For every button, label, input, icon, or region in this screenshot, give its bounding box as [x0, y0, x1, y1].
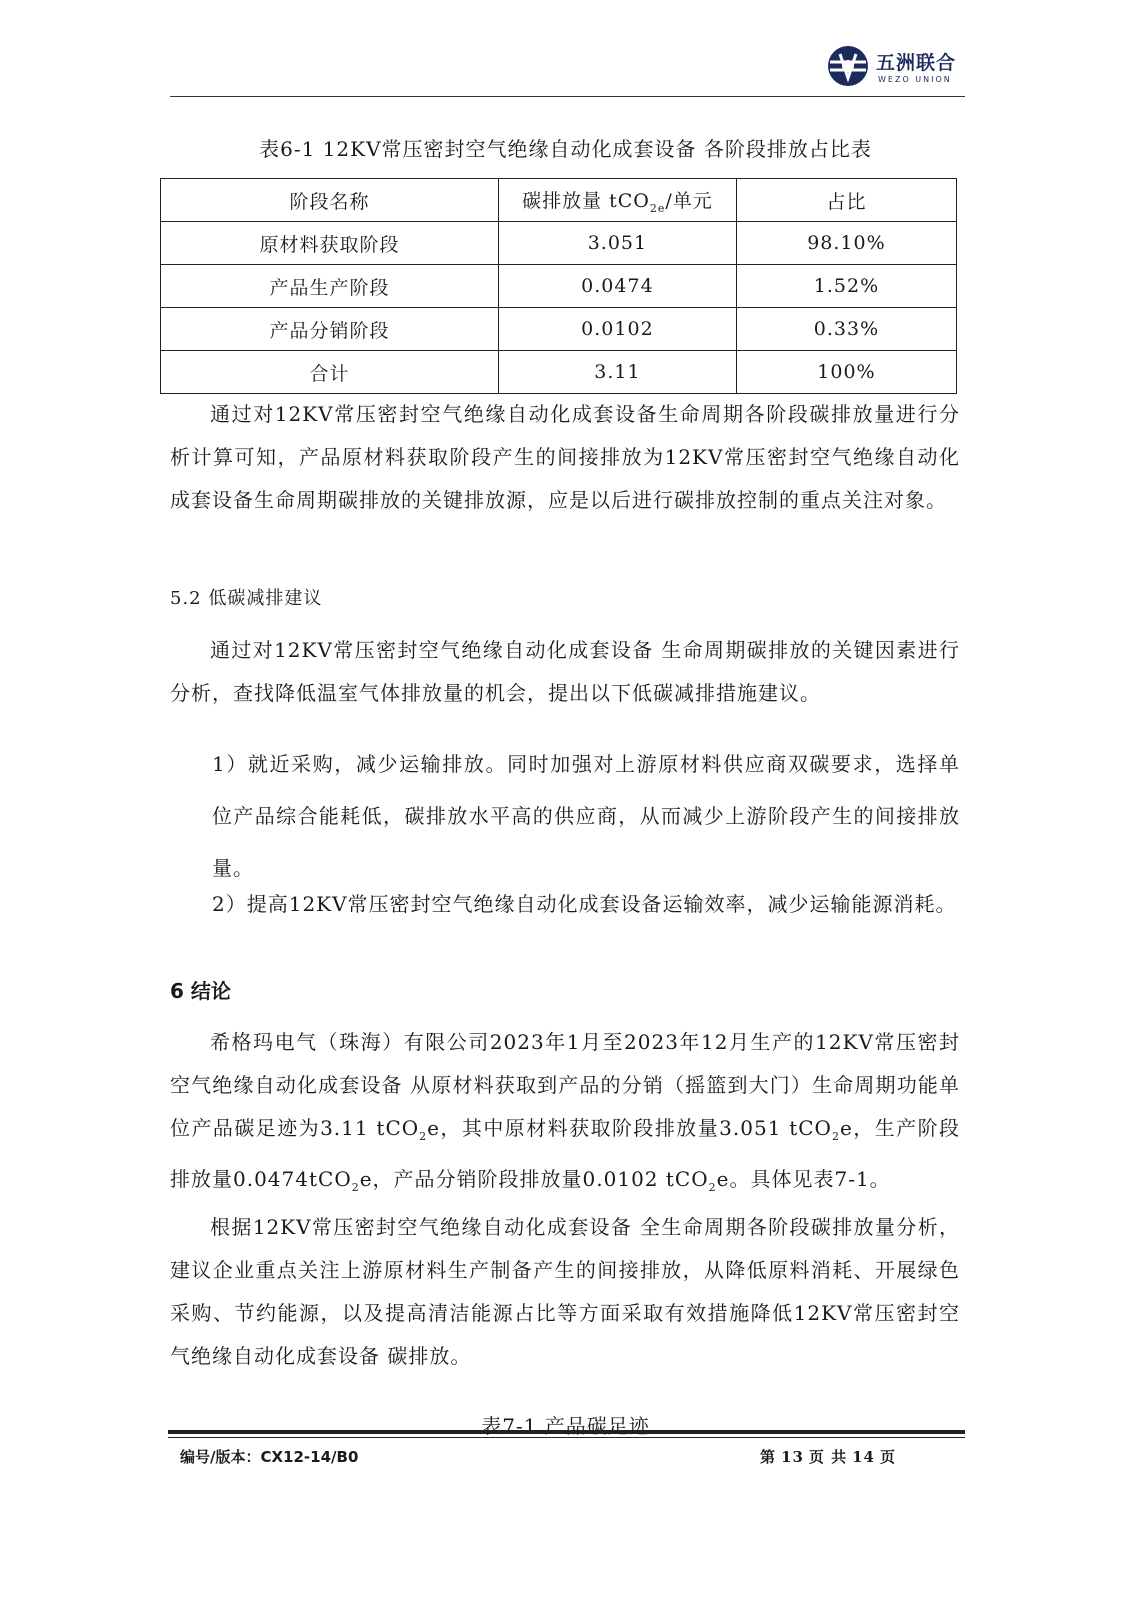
- recommendation-intro: 通过对12KV常压密封空气绝缘自动化成套设备 生命周期碳排放的关键因素进行分析，查找降低温室气体排放量的机会，提出以下低碳减排措施建议。: [170, 638, 960, 705]
- header-divider: [170, 96, 965, 97]
- header-share: 占比: [736, 179, 956, 222]
- cell-stage: 产品生产阶段: [161, 265, 499, 308]
- cell-share: 1.52%: [736, 265, 956, 308]
- recommendation-item-1: 1）就近采购，减少运输排放。同时加强对上游原材料供应商双碳要求，选择单位产品综合能耗低，碳排放水平高的供应商，从而减少上游阶段产生的间接排放量。: [212, 752, 960, 880]
- page-number: 第 13 页 共 14 页: [760, 1448, 897, 1466]
- company-logo: [826, 42, 956, 94]
- cell-share: 98.10%: [736, 222, 956, 265]
- document-code: 编号/版本：CX12-14/B0: [180, 1448, 359, 1466]
- cell-stage: 原材料获取阶段: [161, 222, 499, 265]
- logo-emblem-icon: [826, 44, 870, 88]
- conclusion-paragraph: 希格玛电气（珠海）有限公司2023年1月至2023年12月生产的12KV常压密封空气绝缘自动化成套设备 从原材料获取到产品的分销（摇篮到大门）生命周期功能单位产品碳足迹为3.11 tCO$_2$e，其中原材料获取阶段排放量3.051 tCO$_2$e，生产阶段排放量0.0474tCO$_2$e，产品分销阶段排放量0.0102 tCO$_2$e。具体见表7-1。: [170, 1030, 961, 1194]
- header-emission: 碳排放量 tCO$_{2e}$/单元: [498, 179, 736, 222]
- analysis-paragraph: 通过对12KV常压密封空气绝缘自动化成套设备生命周期各阶段碳排放量进行分析计算可知，产品原材料获取阶段产生的间接排放为12KV常压密封空气绝缘自动化成套设备生命周期碳排放的关键排放源，应是以后进行碳排放控制的重点关注对象。: [170, 402, 960, 512]
- cell-stage: 合计: [161, 351, 499, 394]
- logo-text-en: WEZO UNION: [878, 75, 952, 84]
- cell-share: 0.33%: [736, 308, 956, 351]
- cell-emission: 3.051: [498, 222, 736, 265]
- section-6-heading: 6 结论: [170, 979, 231, 1003]
- footer-divider-thin: [168, 1437, 965, 1438]
- suggestion-paragraph: 根据12KV常压密封空气绝缘自动化成套设备 全生命周期各阶段碳排放量分析，建议企业重点关注上游原材料生产制备产生的间接排放，从降低原料消耗、开展绿色采购、节约能源，以及提高清洁能源占比等方面采取有效措施降低12KV常压密封空气绝缘自动化成套设备 碳排放。: [170, 1215, 960, 1368]
- cell-emission: 3.11: [498, 351, 736, 394]
- cell-emission: 0.0474: [498, 265, 736, 308]
- table-header-row: [161, 179, 957, 222]
- table-total-row: [161, 351, 957, 394]
- table-row: [161, 265, 957, 308]
- table1-caption: 表6-1 12KV常压密封空气绝缘自动化成套设备 各阶段排放占比表: [259, 137, 872, 161]
- table-row: [161, 308, 957, 351]
- footer-divider-thick: [168, 1430, 965, 1434]
- recommendation-item-2: 2）提高12KV常压密封空气绝缘自动化成套设备运输效率，减少运输能源消耗。: [212, 892, 957, 916]
- section-5-2-heading: 5.2 低碳减排建议: [170, 588, 323, 609]
- cell-emission: 0.0102: [498, 308, 736, 351]
- table2-caption: 表7-1 产品碳足迹: [481, 1414, 650, 1438]
- logo-text-cn: 五洲联合: [876, 52, 957, 74]
- emission-share-table: [160, 178, 957, 394]
- cell-stage: 产品分销阶段: [161, 308, 499, 351]
- header-stage: 阶段名称: [161, 179, 499, 222]
- table-row: [161, 222, 957, 265]
- cell-share: 100%: [736, 351, 956, 394]
